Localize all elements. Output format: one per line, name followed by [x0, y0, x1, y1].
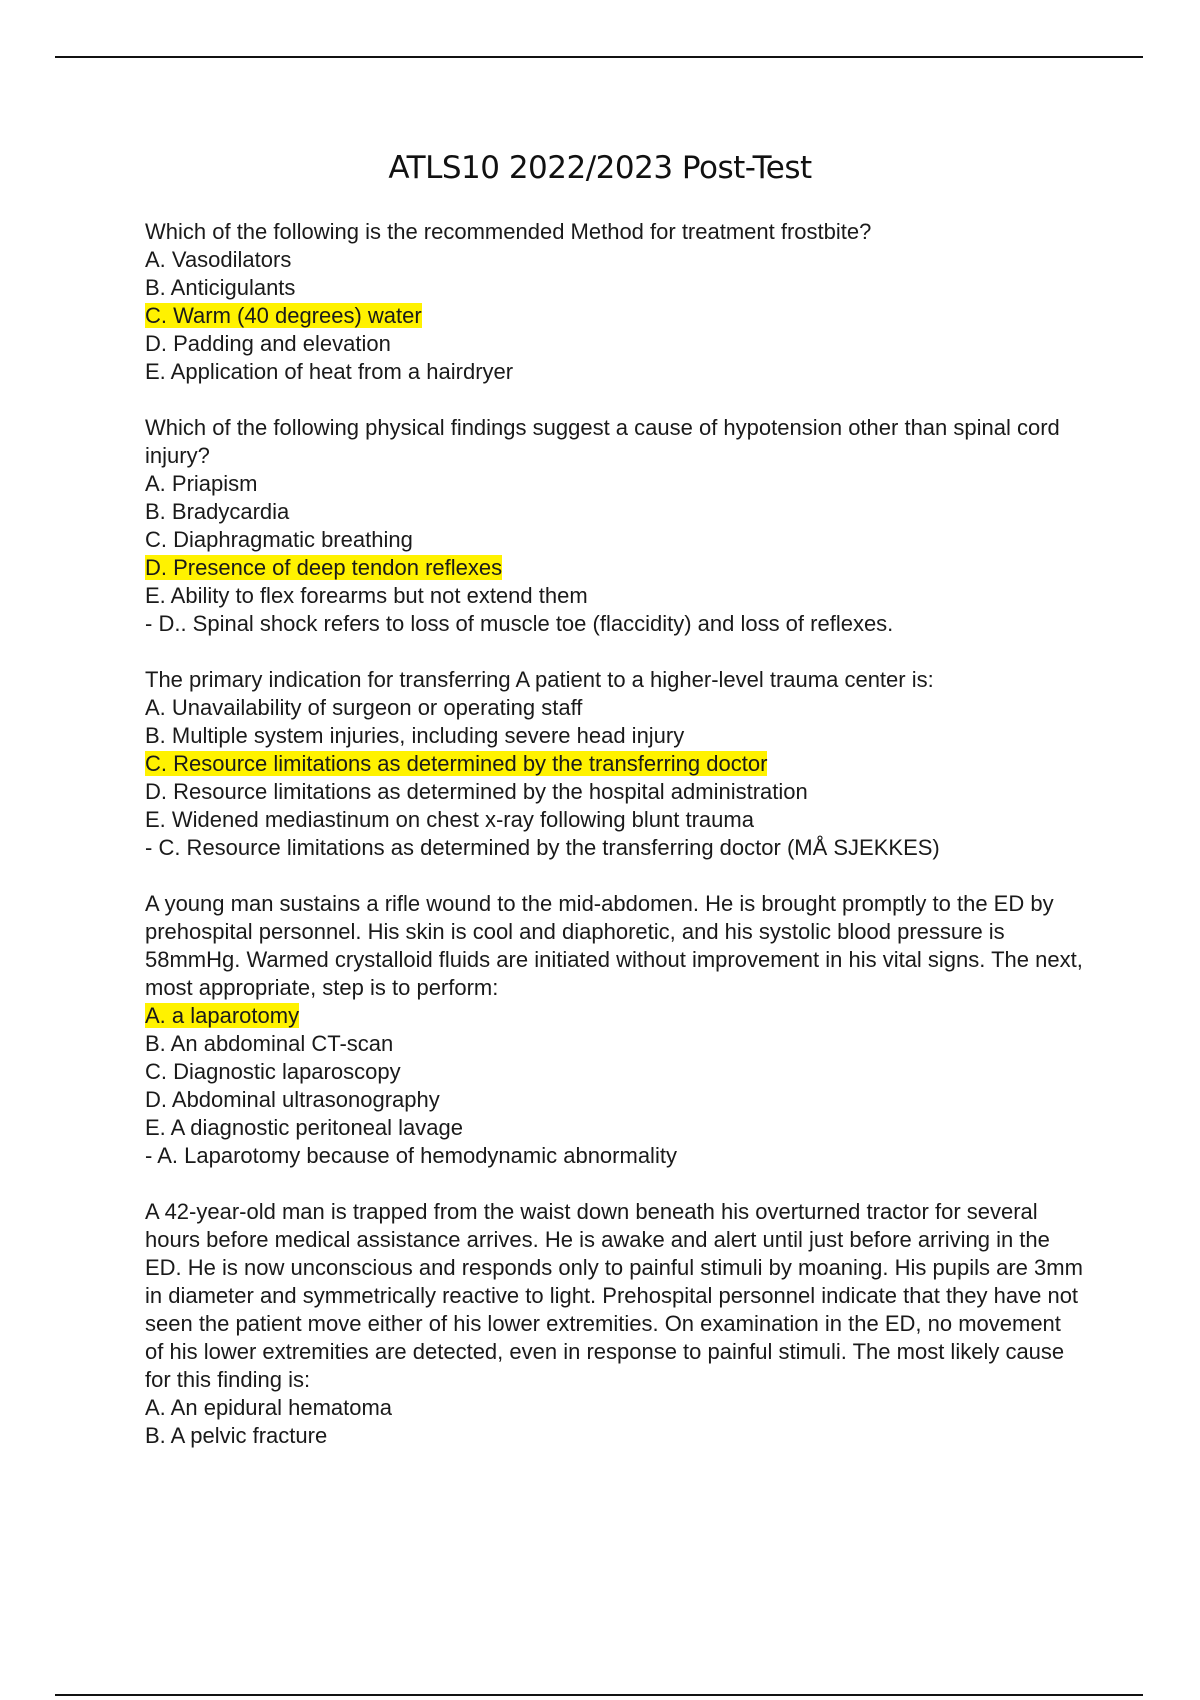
answer-highlight: D. Presence of deep tendon reflexes — [145, 555, 503, 580]
question-prompt: Which of the following physical findings suggest a cause of hypotension other than spinal cord injury? — [145, 415, 1066, 468]
bottom-rule — [55, 1694, 1143, 1696]
option-a: A. Priapism — [145, 471, 258, 496]
document-body — [145, 218, 1090, 1478]
option-c-correct — [145, 750, 1085, 778]
question-4 — [145, 890, 1089, 1170]
option-a: A. Vasodilators — [145, 247, 292, 272]
option-e: E. Ability to flex forearms but not extend them — [145, 583, 588, 608]
question-prompt: A 42-year-old man is trapped from the waist down beneath his overturned tractor for several hours before medical assistance arrives. He is awake and alert until just before arriving in the ED. He is now unconscious and responds only to painful stimuli by moaning. His pupils are 3mm in diameter and symmetrically reactive to light. Prehospital personnel indicate that they have not seen the patient move either of his lower extremities. On examination in the ED, no movement of his lower extremities are detected, even in response to painful stimuli. The most likely cause for this finding is: — [145, 1199, 1090, 1392]
option-b: B. Anticigulants — [145, 275, 296, 300]
option-b: B. An abdominal CT-scan — [145, 1031, 394, 1056]
option-d: D. Resource limitations as determined by the hospital administration — [145, 779, 808, 804]
answer-explanation: - D.. Spinal shock refers to loss of muscle toe (flaccidity) and loss of reflexes. — [145, 611, 894, 636]
option-d: D. Abdominal ultrasonography — [145, 1087, 440, 1112]
option-d-correct — [145, 554, 1085, 582]
option-a-correct — [145, 1002, 1085, 1030]
question-prompt: A young man sustains a rifle wound to the mid-abdomen. He is brought promptly to the ED by prehospital personnel. His skin is cool and diaphoretic, and his systolic blood pressure is 58mmHg. Warmed crystalloid fluids are initiated without improvement in his vital signs. The next, most appropriate, step is to perform: — [145, 891, 1089, 1000]
answer-highlight: C. Resource limitations as determined by the transferring doctor — [145, 751, 768, 776]
answer-explanation: - A. Laparotomy because of hemodynamic abnormality — [145, 1143, 677, 1168]
option-c: C. Diaphragmatic breathing — [145, 527, 413, 552]
option-e: E. Application of heat from a hairdryer — [145, 359, 514, 384]
option-b: B. A pelvic fracture — [145, 1423, 328, 1448]
document-title: ATLS10 2022/2023 Post-Test — [388, 150, 812, 186]
answer-highlight: A. a laparotomy — [145, 1003, 300, 1028]
option-e: E. A diagnostic peritoneal lavage — [145, 1115, 464, 1140]
answer-highlight: C. Warm (40 degrees) water — [145, 303, 422, 328]
question-1 — [145, 218, 1085, 386]
question-2 — [145, 414, 1085, 638]
question-prompt: Which of the following is the recommended Method for treatment frostbite? — [145, 219, 872, 244]
question-prompt: The primary indication for transferring A patient to a higher-level trauma center is: — [145, 667, 934, 692]
top-rule — [55, 56, 1143, 58]
question-3 — [145, 666, 1085, 862]
option-a: A. An epidural hematoma — [145, 1395, 393, 1420]
option-c: C. Diagnostic laparoscopy — [145, 1059, 401, 1084]
option-e: E. Widened mediastinum on chest x-ray following blunt trauma — [145, 807, 754, 832]
answer-explanation: - C. Resource limitations as determined by the transferring doctor (MÅ SJEKKES) — [145, 835, 940, 860]
option-b: B. Bradycardia — [145, 499, 290, 524]
option-d: D. Padding and elevation — [145, 331, 391, 356]
question-5 — [145, 1198, 1090, 1450]
option-a: A. Unavailability of surgeon or operating staff — [145, 695, 583, 720]
option-c-correct — [145, 302, 1085, 330]
option-b: B. Multiple system injuries, including severe head injury — [145, 723, 685, 748]
